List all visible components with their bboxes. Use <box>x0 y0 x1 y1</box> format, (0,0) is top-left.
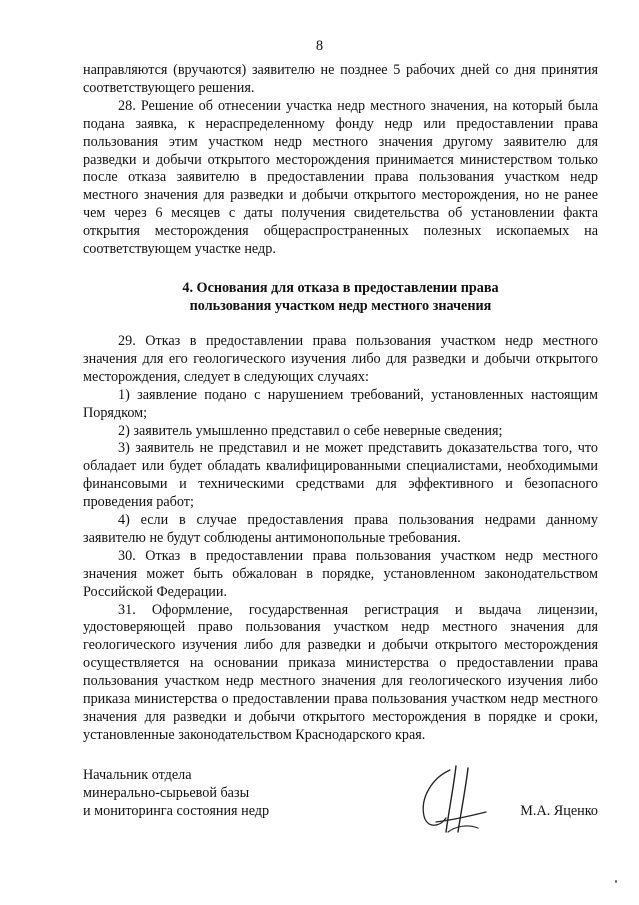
signer-position-line-3: и мониторинга состояния недр <box>83 803 270 819</box>
list-item-2: 2) заявитель умышленно представил о себе неверные сведения; <box>118 422 503 439</box>
signature-block <box>83 766 598 836</box>
paragraph-28: 28. Решение об отнесении участка недр местного значения, на который была подана заявка, к нераспределенному фонду недр или предоставлении права пользования этим участком недр местного значения другому заявителю для разведки и добычи открытого месторождения принимается министерством только после отказа заявителю в предоставлении права пользования участком недр местного значения для разведки и добычи открытого месторождения, но не ранее чем через 6 месяцев с даты получения свидетельства об установлении факта открытия месторождения общераспространенных полезных ископаемых на соответствующем участке недр. <box>83 97 598 258</box>
list-item-3: 3) заявитель не представил и не может представить доказательства того, что обладает или будет обладать квалифицированными специалистами, необходимыми финансовыми и техническими средствами для эффективного и безопасного проведения работ; <box>83 440 598 511</box>
handwritten-signature <box>412 762 502 840</box>
document-body <box>83 62 598 745</box>
paragraph-31: 31. Оформление, государственная регистрация и выдача лицензии, удостоверяющей право пользования участком недр местного значения для геологического изучения либо для разведки и добычи открытого месторождения осуществляется на основании приказа министерства о предоставлении права пользования участком недр местного значения для геологического изучения либо приказа министерства о предоставлении права пользования участком недр местного значения для разведки и добычи открытого месторождения в порядке и сроки, установленные законодательством Краснодарского края. <box>83 601 598 743</box>
section-heading <box>83 279 598 315</box>
signer-position-line-2: минерально-сырьевой базы <box>83 785 250 801</box>
list-item-1: 1) заявление подано с нарушением требований, установленных настоящим Порядком; <box>83 386 598 421</box>
scan-artifact <box>615 880 617 883</box>
section-heading-line-2: пользования участком недр местного значения <box>189 297 492 314</box>
signer-name: М.А. Яценко <box>520 803 598 819</box>
paragraph-30: 30. Отказ в предоставлении права пользования участком недр местного значения может быть обжалован в порядке, установленном законодательством Российской Федерации. <box>83 547 598 600</box>
paragraph-continuation: направляются (вручаются) заявителю не позднее 5 рабочих дней со дня принятия соответствующего решения. <box>83 62 598 96</box>
list-item-4: 4) если в случае предоставления права пользования недрами данному заявителю не будут соблюдены антимонопольные требования. <box>83 512 598 546</box>
signer-position-line-1: Начальник отдела <box>83 767 192 783</box>
section-heading-line-1: 4. Основания для отказа в предоставлении права <box>182 279 499 296</box>
paragraph-29: 29. Отказ в предоставлении права пользования участком недр местного значения для его геологического изучения либо для разведки и добычи открытого месторождения, следует в следующих случаях: <box>83 332 598 385</box>
page-number: 8 <box>315 38 324 54</box>
